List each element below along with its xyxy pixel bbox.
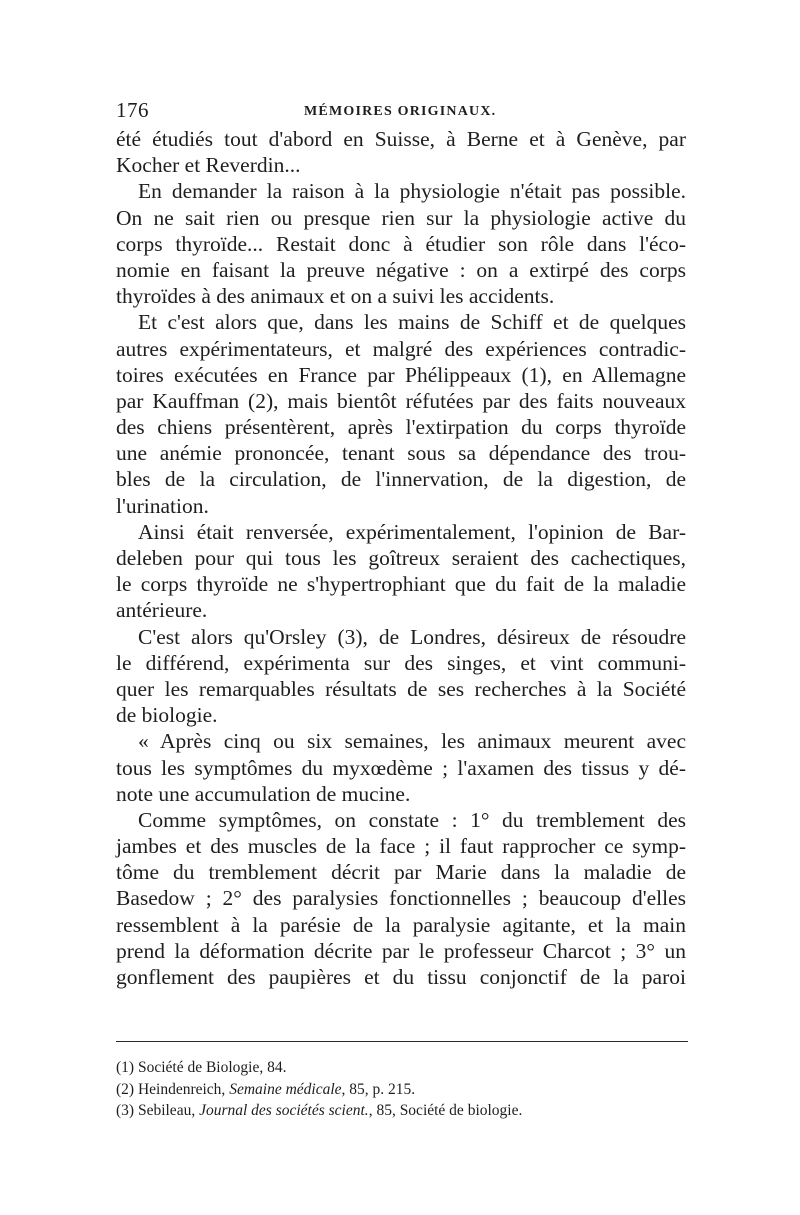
footnotes xyxy=(116,1057,686,1122)
text-line: nomie en faisant la preuve négative : on a extirpé des corps xyxy=(116,257,686,282)
page-header xyxy=(116,98,686,128)
text-line: Comme symptômes, on constate : 1° du tremblement des xyxy=(138,807,686,832)
text-line: autres expérimentateurs, et malgré des expériences contradic- xyxy=(116,336,686,361)
text-line: toires exécutées en France par Phélippeaux (1), en Allemagne xyxy=(116,362,686,387)
page-number: 176 xyxy=(116,98,149,122)
text-line: quer les remarquables résultats de ses recherches à la Société xyxy=(116,676,686,701)
text-line: Basedow ; 2° des paralysies fonctionnelles ; beaucoup d'elles xyxy=(116,886,686,911)
running-title: MÉMOIRES ORIGINAUX. xyxy=(304,104,497,119)
text-line: de biologie. xyxy=(116,703,218,728)
text-line: l'urination. xyxy=(116,493,209,518)
footnote-1 xyxy=(116,1057,686,1079)
text-line: On ne sait rien ou presque rien sur la physiologie active du xyxy=(116,205,686,230)
text-line: C'est alors qu'Orsley (3), de Londres, désireux de résoudre xyxy=(138,624,686,649)
text-line: le différend, expérimenta sur des singes, et vint communi- xyxy=(116,650,686,675)
footnote-text: (3) Sebileau, xyxy=(116,1102,200,1119)
text-line: jambes et des muscles de la face ; il faut rapprocher ce symp- xyxy=(116,834,686,859)
footnote-text: (2) Heindenreich, xyxy=(116,1080,230,1098)
text-line: Ainsi était renversée, expérimentalement, l'opinion de Bar- xyxy=(138,519,686,544)
footnote-journal-title: Journal des sociétés scient. xyxy=(199,1102,369,1119)
text-line: Et c'est alors que, dans les mains de Schiff et de quelques xyxy=(138,310,686,335)
text-line: tous les symptômes du myxœdème ; l'axamen des tissus y dé- xyxy=(116,755,686,780)
text-line: été étudiés tout d'abord en Suisse, à Berne et à Genève, par xyxy=(116,127,686,151)
text-line: le corps thyroïde ne s'hypertrophiant que du fait de la maladie xyxy=(116,572,686,597)
footnote-3 xyxy=(116,1100,686,1122)
footnote-text: , 85, p. 215. xyxy=(341,1080,416,1098)
text-line: note une accumulation de mucine. xyxy=(116,781,411,806)
text-line: prend la déformation décrite par le professeur Charcot ; 3° un xyxy=(116,938,686,963)
text-line: corps thyroïde... Restait donc à étudier son rôle dans l'éco- xyxy=(116,231,686,256)
text-line: des chiens présentèrent, après l'extirpation du corps thyroïde xyxy=(116,415,686,440)
footnote-journal-title: Semaine médicale xyxy=(229,1080,342,1098)
text-line: « Après cinq ou six semaines, les animaux meurent avec xyxy=(138,729,686,754)
text-line: En demander la raison à la physiologie n'était pas possible. xyxy=(138,179,686,204)
text-line: par Kauffman (2), mais bientôt réfutées par des faits nouveaux xyxy=(116,388,686,413)
body-text xyxy=(116,126,686,990)
text-line: tôme du tremblement décrit par Marie dans la maladie de xyxy=(116,860,686,885)
text-line: deleben pour qui tous les goîtreux seraient des cachectiques, xyxy=(116,546,686,570)
text-line: une anémie prononcée, tenant sous sa dépendance des trou- xyxy=(116,441,686,466)
text-line: Kocher et Reverdin... xyxy=(116,153,301,178)
text-line: ressemblent à la parésie de la paralysie agitante, et la main xyxy=(116,912,686,937)
text-line: bles de la circulation, de l'innervation, de la digestion, de xyxy=(116,467,686,492)
footnote-text: (1) Société de Biologie, 84. xyxy=(116,1059,287,1076)
footnote-divider xyxy=(116,1041,688,1042)
footnote-text: , 85, Société de biologie. xyxy=(368,1102,523,1119)
text-line: thyroïdes à des animaux et on a suivi les accidents. xyxy=(116,284,555,309)
footnote-2 xyxy=(116,1079,686,1101)
text-line: antérieure. xyxy=(116,598,208,623)
text-line: gonflement des paupières et du tissu conjonctif de la paroi xyxy=(116,965,686,989)
